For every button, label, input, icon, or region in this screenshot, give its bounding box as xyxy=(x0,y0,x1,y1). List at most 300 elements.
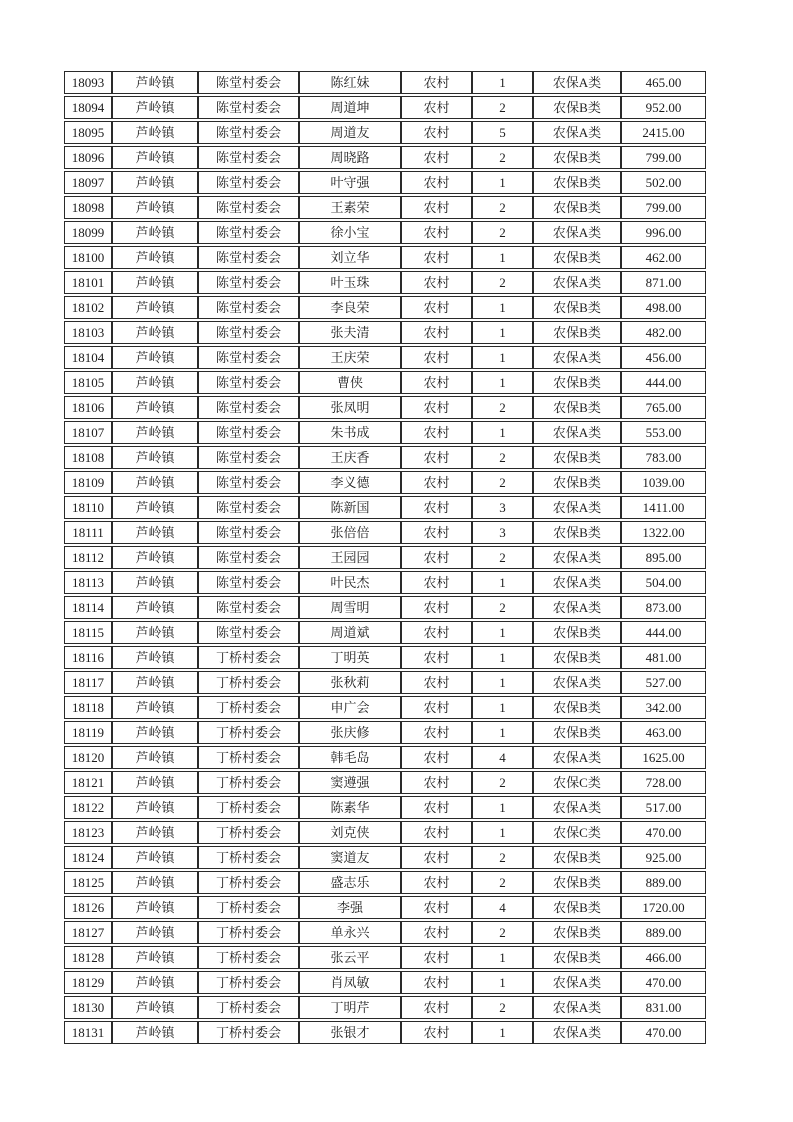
cell-amount: 481.00 xyxy=(621,646,706,669)
cell-residence-type: 农村 xyxy=(401,496,472,519)
cell-village-committee: 陈堂村委会 xyxy=(198,546,299,569)
cell-residence-type: 农村 xyxy=(401,71,472,94)
cell-serial-number: 18110 xyxy=(64,496,112,519)
cell-village-committee: 丁桥村委会 xyxy=(198,921,299,944)
cell-town: 芦岭镇 xyxy=(112,371,198,394)
cell-residence-type: 农村 xyxy=(401,796,472,819)
cell-insurance-category: 农保A类 xyxy=(533,796,621,819)
cell-person-name: 朱书成 xyxy=(299,421,401,444)
table-row xyxy=(64,121,706,144)
cell-person-count: 2 xyxy=(472,871,533,894)
cell-person-count: 4 xyxy=(472,746,533,769)
cell-person-name: 周晓路 xyxy=(299,146,401,169)
cell-insurance-category: 农保A类 xyxy=(533,546,621,569)
cell-residence-type: 农村 xyxy=(401,771,472,794)
cell-person-count: 1 xyxy=(472,646,533,669)
cell-village-committee: 陈堂村委会 xyxy=(198,621,299,644)
cell-village-committee: 丁桥村委会 xyxy=(198,996,299,1019)
cell-serial-number: 18093 xyxy=(64,71,112,94)
cell-person-name: 王庆香 xyxy=(299,446,401,469)
cell-person-count: 1 xyxy=(472,671,533,694)
cell-village-committee: 陈堂村委会 xyxy=(198,146,299,169)
cell-residence-type: 农村 xyxy=(401,321,472,344)
cell-insurance-category: 农保B类 xyxy=(533,246,621,269)
cell-town: 芦岭镇 xyxy=(112,871,198,894)
cell-insurance-category: 农保B类 xyxy=(533,446,621,469)
cell-person-count: 4 xyxy=(472,896,533,919)
table-row xyxy=(64,1021,706,1044)
cell-person-count: 3 xyxy=(472,496,533,519)
cell-amount: 925.00 xyxy=(621,846,706,869)
cell-insurance-category: 农保B类 xyxy=(533,96,621,119)
table-row xyxy=(64,696,706,719)
cell-serial-number: 18094 xyxy=(64,96,112,119)
table-row xyxy=(64,396,706,419)
cell-town: 芦岭镇 xyxy=(112,696,198,719)
cell-person-count: 1 xyxy=(472,346,533,369)
cell-person-name: 周道友 xyxy=(299,121,401,144)
cell-person-count: 1 xyxy=(472,696,533,719)
cell-person-count: 1 xyxy=(472,421,533,444)
table-row xyxy=(64,821,706,844)
cell-amount: 463.00 xyxy=(621,721,706,744)
cell-town: 芦岭镇 xyxy=(112,746,198,769)
table-row xyxy=(64,746,706,769)
cell-insurance-category: 农保B类 xyxy=(533,621,621,644)
cell-insurance-category: 农保B类 xyxy=(533,521,621,544)
cell-person-count: 1 xyxy=(472,246,533,269)
table-row xyxy=(64,196,706,219)
cell-serial-number: 18117 xyxy=(64,671,112,694)
cell-village-committee: 丁桥村委会 xyxy=(198,671,299,694)
cell-person-name: 王庆荣 xyxy=(299,346,401,369)
cell-town: 芦岭镇 xyxy=(112,346,198,369)
cell-amount: 871.00 xyxy=(621,271,706,294)
cell-person-count: 1 xyxy=(472,571,533,594)
cell-insurance-category: 农保C类 xyxy=(533,821,621,844)
cell-insurance-category: 农保A类 xyxy=(533,221,621,244)
cell-serial-number: 18127 xyxy=(64,921,112,944)
cell-town: 芦岭镇 xyxy=(112,271,198,294)
cell-village-committee: 丁桥村委会 xyxy=(198,946,299,969)
cell-person-count: 1 xyxy=(472,946,533,969)
cell-insurance-category: 农保A类 xyxy=(533,596,621,619)
cell-person-count: 2 xyxy=(472,446,533,469)
cell-person-count: 2 xyxy=(472,146,533,169)
cell-person-name: 单永兴 xyxy=(299,921,401,944)
table-row xyxy=(64,621,706,644)
cell-person-name: 李强 xyxy=(299,896,401,919)
cell-town: 芦岭镇 xyxy=(112,721,198,744)
cell-village-committee: 陈堂村委会 xyxy=(198,346,299,369)
cell-serial-number: 18099 xyxy=(64,221,112,244)
cell-amount: 799.00 xyxy=(621,146,706,169)
cell-amount: 952.00 xyxy=(621,96,706,119)
table-row xyxy=(64,146,706,169)
cell-serial-number: 18111 xyxy=(64,521,112,544)
cell-village-committee: 陈堂村委会 xyxy=(198,271,299,294)
cell-person-count: 2 xyxy=(472,271,533,294)
cell-person-count: 1 xyxy=(472,296,533,319)
cell-insurance-category: 农保B类 xyxy=(533,321,621,344)
cell-amount: 889.00 xyxy=(621,871,706,894)
table-row xyxy=(64,271,706,294)
table-row xyxy=(64,996,706,1019)
cell-serial-number: 18112 xyxy=(64,546,112,569)
table-row xyxy=(64,971,706,994)
cell-residence-type: 农村 xyxy=(401,421,472,444)
cell-residence-type: 农村 xyxy=(401,296,472,319)
cell-person-count: 1 xyxy=(472,371,533,394)
cell-insurance-category: 农保A类 xyxy=(533,671,621,694)
cell-person-name: 叶守强 xyxy=(299,171,401,194)
cell-town: 芦岭镇 xyxy=(112,546,198,569)
table-row xyxy=(64,721,706,744)
cell-amount: 799.00 xyxy=(621,196,706,219)
table-row xyxy=(64,446,706,469)
cell-insurance-category: 农保A类 xyxy=(533,1021,621,1044)
cell-amount: 1322.00 xyxy=(621,521,706,544)
cell-person-name: 陈红妹 xyxy=(299,71,401,94)
cell-town: 芦岭镇 xyxy=(112,996,198,1019)
cell-town: 芦岭镇 xyxy=(112,246,198,269)
cell-person-name: 李良荣 xyxy=(299,296,401,319)
cell-village-committee: 陈堂村委会 xyxy=(198,121,299,144)
cell-serial-number: 18123 xyxy=(64,821,112,844)
cell-insurance-category: 农保B类 xyxy=(533,296,621,319)
cell-village-committee: 陈堂村委会 xyxy=(198,296,299,319)
cell-town: 芦岭镇 xyxy=(112,521,198,544)
cell-village-committee: 丁桥村委会 xyxy=(198,696,299,719)
cell-residence-type: 农村 xyxy=(401,921,472,944)
cell-serial-number: 18128 xyxy=(64,946,112,969)
cell-person-name: 丁明英 xyxy=(299,646,401,669)
cell-village-committee: 丁桥村委会 xyxy=(198,771,299,794)
cell-residence-type: 农村 xyxy=(401,596,472,619)
cell-person-count: 5 xyxy=(472,121,533,144)
benefit-roster-table xyxy=(64,69,706,1046)
cell-town: 芦岭镇 xyxy=(112,71,198,94)
cell-insurance-category: 农保B类 xyxy=(533,846,621,869)
cell-serial-number: 18107 xyxy=(64,421,112,444)
cell-town: 芦岭镇 xyxy=(112,796,198,819)
cell-village-committee: 陈堂村委会 xyxy=(198,446,299,469)
cell-amount: 783.00 xyxy=(621,446,706,469)
cell-serial-number: 18106 xyxy=(64,396,112,419)
cell-amount: 462.00 xyxy=(621,246,706,269)
table-row xyxy=(64,371,706,394)
cell-person-count: 2 xyxy=(472,396,533,419)
cell-person-name: 窦道友 xyxy=(299,846,401,869)
table-row xyxy=(64,496,706,519)
cell-residence-type: 农村 xyxy=(401,746,472,769)
cell-person-count: 1 xyxy=(472,621,533,644)
table-row xyxy=(64,846,706,869)
cell-insurance-category: 农保A类 xyxy=(533,346,621,369)
cell-insurance-category: 农保B类 xyxy=(533,646,621,669)
cell-village-committee: 陈堂村委会 xyxy=(198,221,299,244)
cell-residence-type: 农村 xyxy=(401,271,472,294)
cell-town: 芦岭镇 xyxy=(112,771,198,794)
cell-person-count: 2 xyxy=(472,471,533,494)
table-row xyxy=(64,296,706,319)
cell-residence-type: 农村 xyxy=(401,221,472,244)
table-row xyxy=(64,771,706,794)
cell-person-name: 韩毛岛 xyxy=(299,746,401,769)
cell-village-committee: 陈堂村委会 xyxy=(198,521,299,544)
cell-residence-type: 农村 xyxy=(401,546,472,569)
cell-village-committee: 陈堂村委会 xyxy=(198,396,299,419)
cell-serial-number: 18100 xyxy=(64,246,112,269)
cell-amount: 873.00 xyxy=(621,596,706,619)
cell-amount: 444.00 xyxy=(621,621,706,644)
cell-residence-type: 农村 xyxy=(401,396,472,419)
cell-village-committee: 丁桥村委会 xyxy=(198,896,299,919)
cell-residence-type: 农村 xyxy=(401,896,472,919)
cell-residence-type: 农村 xyxy=(401,446,472,469)
cell-person-count: 2 xyxy=(472,996,533,1019)
cell-amount: 504.00 xyxy=(621,571,706,594)
cell-insurance-category: 农保A类 xyxy=(533,971,621,994)
cell-amount: 482.00 xyxy=(621,321,706,344)
cell-person-name: 周雪明 xyxy=(299,596,401,619)
cell-village-committee: 丁桥村委会 xyxy=(198,846,299,869)
cell-serial-number: 18102 xyxy=(64,296,112,319)
table-row xyxy=(64,346,706,369)
cell-village-committee: 陈堂村委会 xyxy=(198,96,299,119)
cell-person-name: 徐小宝 xyxy=(299,221,401,244)
cell-town: 芦岭镇 xyxy=(112,571,198,594)
cell-town: 芦岭镇 xyxy=(112,446,198,469)
cell-serial-number: 18121 xyxy=(64,771,112,794)
cell-person-count: 2 xyxy=(472,921,533,944)
cell-amount: 444.00 xyxy=(621,371,706,394)
cell-village-committee: 陈堂村委会 xyxy=(198,321,299,344)
cell-amount: 895.00 xyxy=(621,546,706,569)
cell-amount: 996.00 xyxy=(621,221,706,244)
cell-town: 芦岭镇 xyxy=(112,471,198,494)
cell-residence-type: 农村 xyxy=(401,521,472,544)
cell-serial-number: 18105 xyxy=(64,371,112,394)
cell-serial-number: 18098 xyxy=(64,196,112,219)
cell-person-name: 张银才 xyxy=(299,1021,401,1044)
cell-village-committee: 陈堂村委会 xyxy=(198,371,299,394)
cell-town: 芦岭镇 xyxy=(112,421,198,444)
cell-insurance-category: 农保A类 xyxy=(533,746,621,769)
table-row xyxy=(64,796,706,819)
cell-person-count: 1 xyxy=(472,171,533,194)
table-row xyxy=(64,671,706,694)
cell-residence-type: 农村 xyxy=(401,971,472,994)
cell-amount: 889.00 xyxy=(621,921,706,944)
cell-person-name: 肖凤敏 xyxy=(299,971,401,994)
table-row xyxy=(64,646,706,669)
cell-insurance-category: 农保B类 xyxy=(533,921,621,944)
cell-town: 芦岭镇 xyxy=(112,196,198,219)
cell-town: 芦岭镇 xyxy=(112,971,198,994)
table-row xyxy=(64,921,706,944)
cell-residence-type: 农村 xyxy=(401,471,472,494)
cell-person-name: 曹侠 xyxy=(299,371,401,394)
cell-person-name: 王素荣 xyxy=(299,196,401,219)
cell-amount: 498.00 xyxy=(621,296,706,319)
cell-residence-type: 农村 xyxy=(401,346,472,369)
cell-residence-type: 农村 xyxy=(401,671,472,694)
cell-serial-number: 18103 xyxy=(64,321,112,344)
cell-village-committee: 陈堂村委会 xyxy=(198,196,299,219)
cell-person-name: 张云平 xyxy=(299,946,401,969)
cell-person-count: 2 xyxy=(472,546,533,569)
cell-town: 芦岭镇 xyxy=(112,646,198,669)
cell-person-name: 周道斌 xyxy=(299,621,401,644)
cell-town: 芦岭镇 xyxy=(112,821,198,844)
cell-village-committee: 丁桥村委会 xyxy=(198,746,299,769)
cell-serial-number: 18113 xyxy=(64,571,112,594)
cell-insurance-category: 农保C类 xyxy=(533,771,621,794)
cell-residence-type: 农村 xyxy=(401,171,472,194)
cell-person-name: 窦遵强 xyxy=(299,771,401,794)
cell-town: 芦岭镇 xyxy=(112,596,198,619)
cell-village-committee: 丁桥村委会 xyxy=(198,646,299,669)
table-row xyxy=(64,171,706,194)
cell-amount: 342.00 xyxy=(621,696,706,719)
cell-person-name: 盛志乐 xyxy=(299,871,401,894)
cell-person-count: 2 xyxy=(472,846,533,869)
cell-amount: 456.00 xyxy=(621,346,706,369)
cell-residence-type: 农村 xyxy=(401,621,472,644)
table-row xyxy=(64,546,706,569)
cell-residence-type: 农村 xyxy=(401,946,472,969)
cell-residence-type: 农村 xyxy=(401,571,472,594)
cell-serial-number: 18122 xyxy=(64,796,112,819)
cell-insurance-category: 农保B类 xyxy=(533,871,621,894)
cell-person-name: 刘立华 xyxy=(299,246,401,269)
cell-amount: 470.00 xyxy=(621,821,706,844)
cell-village-committee: 陈堂村委会 xyxy=(198,71,299,94)
cell-residence-type: 农村 xyxy=(401,121,472,144)
cell-serial-number: 18114 xyxy=(64,596,112,619)
table-row xyxy=(64,871,706,894)
cell-town: 芦岭镇 xyxy=(112,96,198,119)
cell-serial-number: 18118 xyxy=(64,696,112,719)
cell-residence-type: 农村 xyxy=(401,196,472,219)
cell-insurance-category: 农保B类 xyxy=(533,471,621,494)
cell-insurance-category: 农保B类 xyxy=(533,896,621,919)
table-row xyxy=(64,421,706,444)
cell-person-name: 申广会 xyxy=(299,696,401,719)
cell-person-name: 张倍倍 xyxy=(299,521,401,544)
cell-village-committee: 丁桥村委会 xyxy=(198,971,299,994)
cell-person-count: 2 xyxy=(472,771,533,794)
cell-serial-number: 18116 xyxy=(64,646,112,669)
cell-amount: 1720.00 xyxy=(621,896,706,919)
cell-village-committee: 陈堂村委会 xyxy=(198,471,299,494)
cell-insurance-category: 农保A类 xyxy=(533,996,621,1019)
cell-amount: 527.00 xyxy=(621,671,706,694)
cell-serial-number: 18120 xyxy=(64,746,112,769)
cell-insurance-category: 农保B类 xyxy=(533,171,621,194)
cell-town: 芦岭镇 xyxy=(112,121,198,144)
cell-person-name: 叶民杰 xyxy=(299,571,401,594)
table-row xyxy=(64,321,706,344)
cell-town: 芦岭镇 xyxy=(112,171,198,194)
cell-person-name: 陈素华 xyxy=(299,796,401,819)
cell-insurance-category: 农保B类 xyxy=(533,396,621,419)
cell-village-committee: 丁桥村委会 xyxy=(198,821,299,844)
cell-town: 芦岭镇 xyxy=(112,921,198,944)
cell-serial-number: 18108 xyxy=(64,446,112,469)
cell-town: 芦岭镇 xyxy=(112,621,198,644)
cell-amount: 1625.00 xyxy=(621,746,706,769)
cell-person-count: 1 xyxy=(472,71,533,94)
cell-person-name: 李义德 xyxy=(299,471,401,494)
cell-insurance-category: 农保B类 xyxy=(533,696,621,719)
cell-amount: 553.00 xyxy=(621,421,706,444)
cell-person-count: 2 xyxy=(472,596,533,619)
cell-person-name: 张凤明 xyxy=(299,396,401,419)
cell-person-count: 2 xyxy=(472,196,533,219)
cell-serial-number: 18096 xyxy=(64,146,112,169)
cell-insurance-category: 农保A类 xyxy=(533,421,621,444)
cell-serial-number: 18126 xyxy=(64,896,112,919)
cell-town: 芦岭镇 xyxy=(112,221,198,244)
cell-person-count: 1 xyxy=(472,821,533,844)
cell-serial-number: 18104 xyxy=(64,346,112,369)
cell-town: 芦岭镇 xyxy=(112,146,198,169)
cell-village-committee: 陈堂村委会 xyxy=(198,496,299,519)
table-row xyxy=(64,896,706,919)
cell-person-name: 张庆修 xyxy=(299,721,401,744)
cell-town: 芦岭镇 xyxy=(112,321,198,344)
cell-town: 芦岭镇 xyxy=(112,1021,198,1044)
table-row xyxy=(64,221,706,244)
cell-residence-type: 农村 xyxy=(401,721,472,744)
cell-village-committee: 丁桥村委会 xyxy=(198,1021,299,1044)
cell-serial-number: 18101 xyxy=(64,271,112,294)
cell-serial-number: 18130 xyxy=(64,996,112,1019)
cell-insurance-category: 农保B类 xyxy=(533,196,621,219)
cell-amount: 470.00 xyxy=(621,1021,706,1044)
table-row xyxy=(64,96,706,119)
cell-residence-type: 农村 xyxy=(401,1021,472,1044)
cell-village-committee: 陈堂村委会 xyxy=(198,571,299,594)
cell-person-name: 张秋莉 xyxy=(299,671,401,694)
cell-village-committee: 丁桥村委会 xyxy=(198,871,299,894)
cell-serial-number: 18131 xyxy=(64,1021,112,1044)
table-body xyxy=(64,71,706,1044)
table-row xyxy=(64,521,706,544)
cell-person-count: 2 xyxy=(472,96,533,119)
cell-person-name: 王园园 xyxy=(299,546,401,569)
cell-residence-type: 农村 xyxy=(401,646,472,669)
cell-insurance-category: 农保A类 xyxy=(533,71,621,94)
cell-person-count: 1 xyxy=(472,721,533,744)
cell-town: 芦岭镇 xyxy=(112,496,198,519)
cell-amount: 1039.00 xyxy=(621,471,706,494)
cell-residence-type: 农村 xyxy=(401,696,472,719)
cell-amount: 1411.00 xyxy=(621,496,706,519)
cell-serial-number: 18129 xyxy=(64,971,112,994)
cell-town: 芦岭镇 xyxy=(112,946,198,969)
cell-town: 芦岭镇 xyxy=(112,671,198,694)
cell-person-name: 陈新国 xyxy=(299,496,401,519)
cell-insurance-category: 农保B类 xyxy=(533,146,621,169)
cell-village-committee: 陈堂村委会 xyxy=(198,246,299,269)
cell-town: 芦岭镇 xyxy=(112,396,198,419)
cell-residence-type: 农村 xyxy=(401,96,472,119)
cell-serial-number: 18115 xyxy=(64,621,112,644)
cell-amount: 831.00 xyxy=(621,996,706,1019)
